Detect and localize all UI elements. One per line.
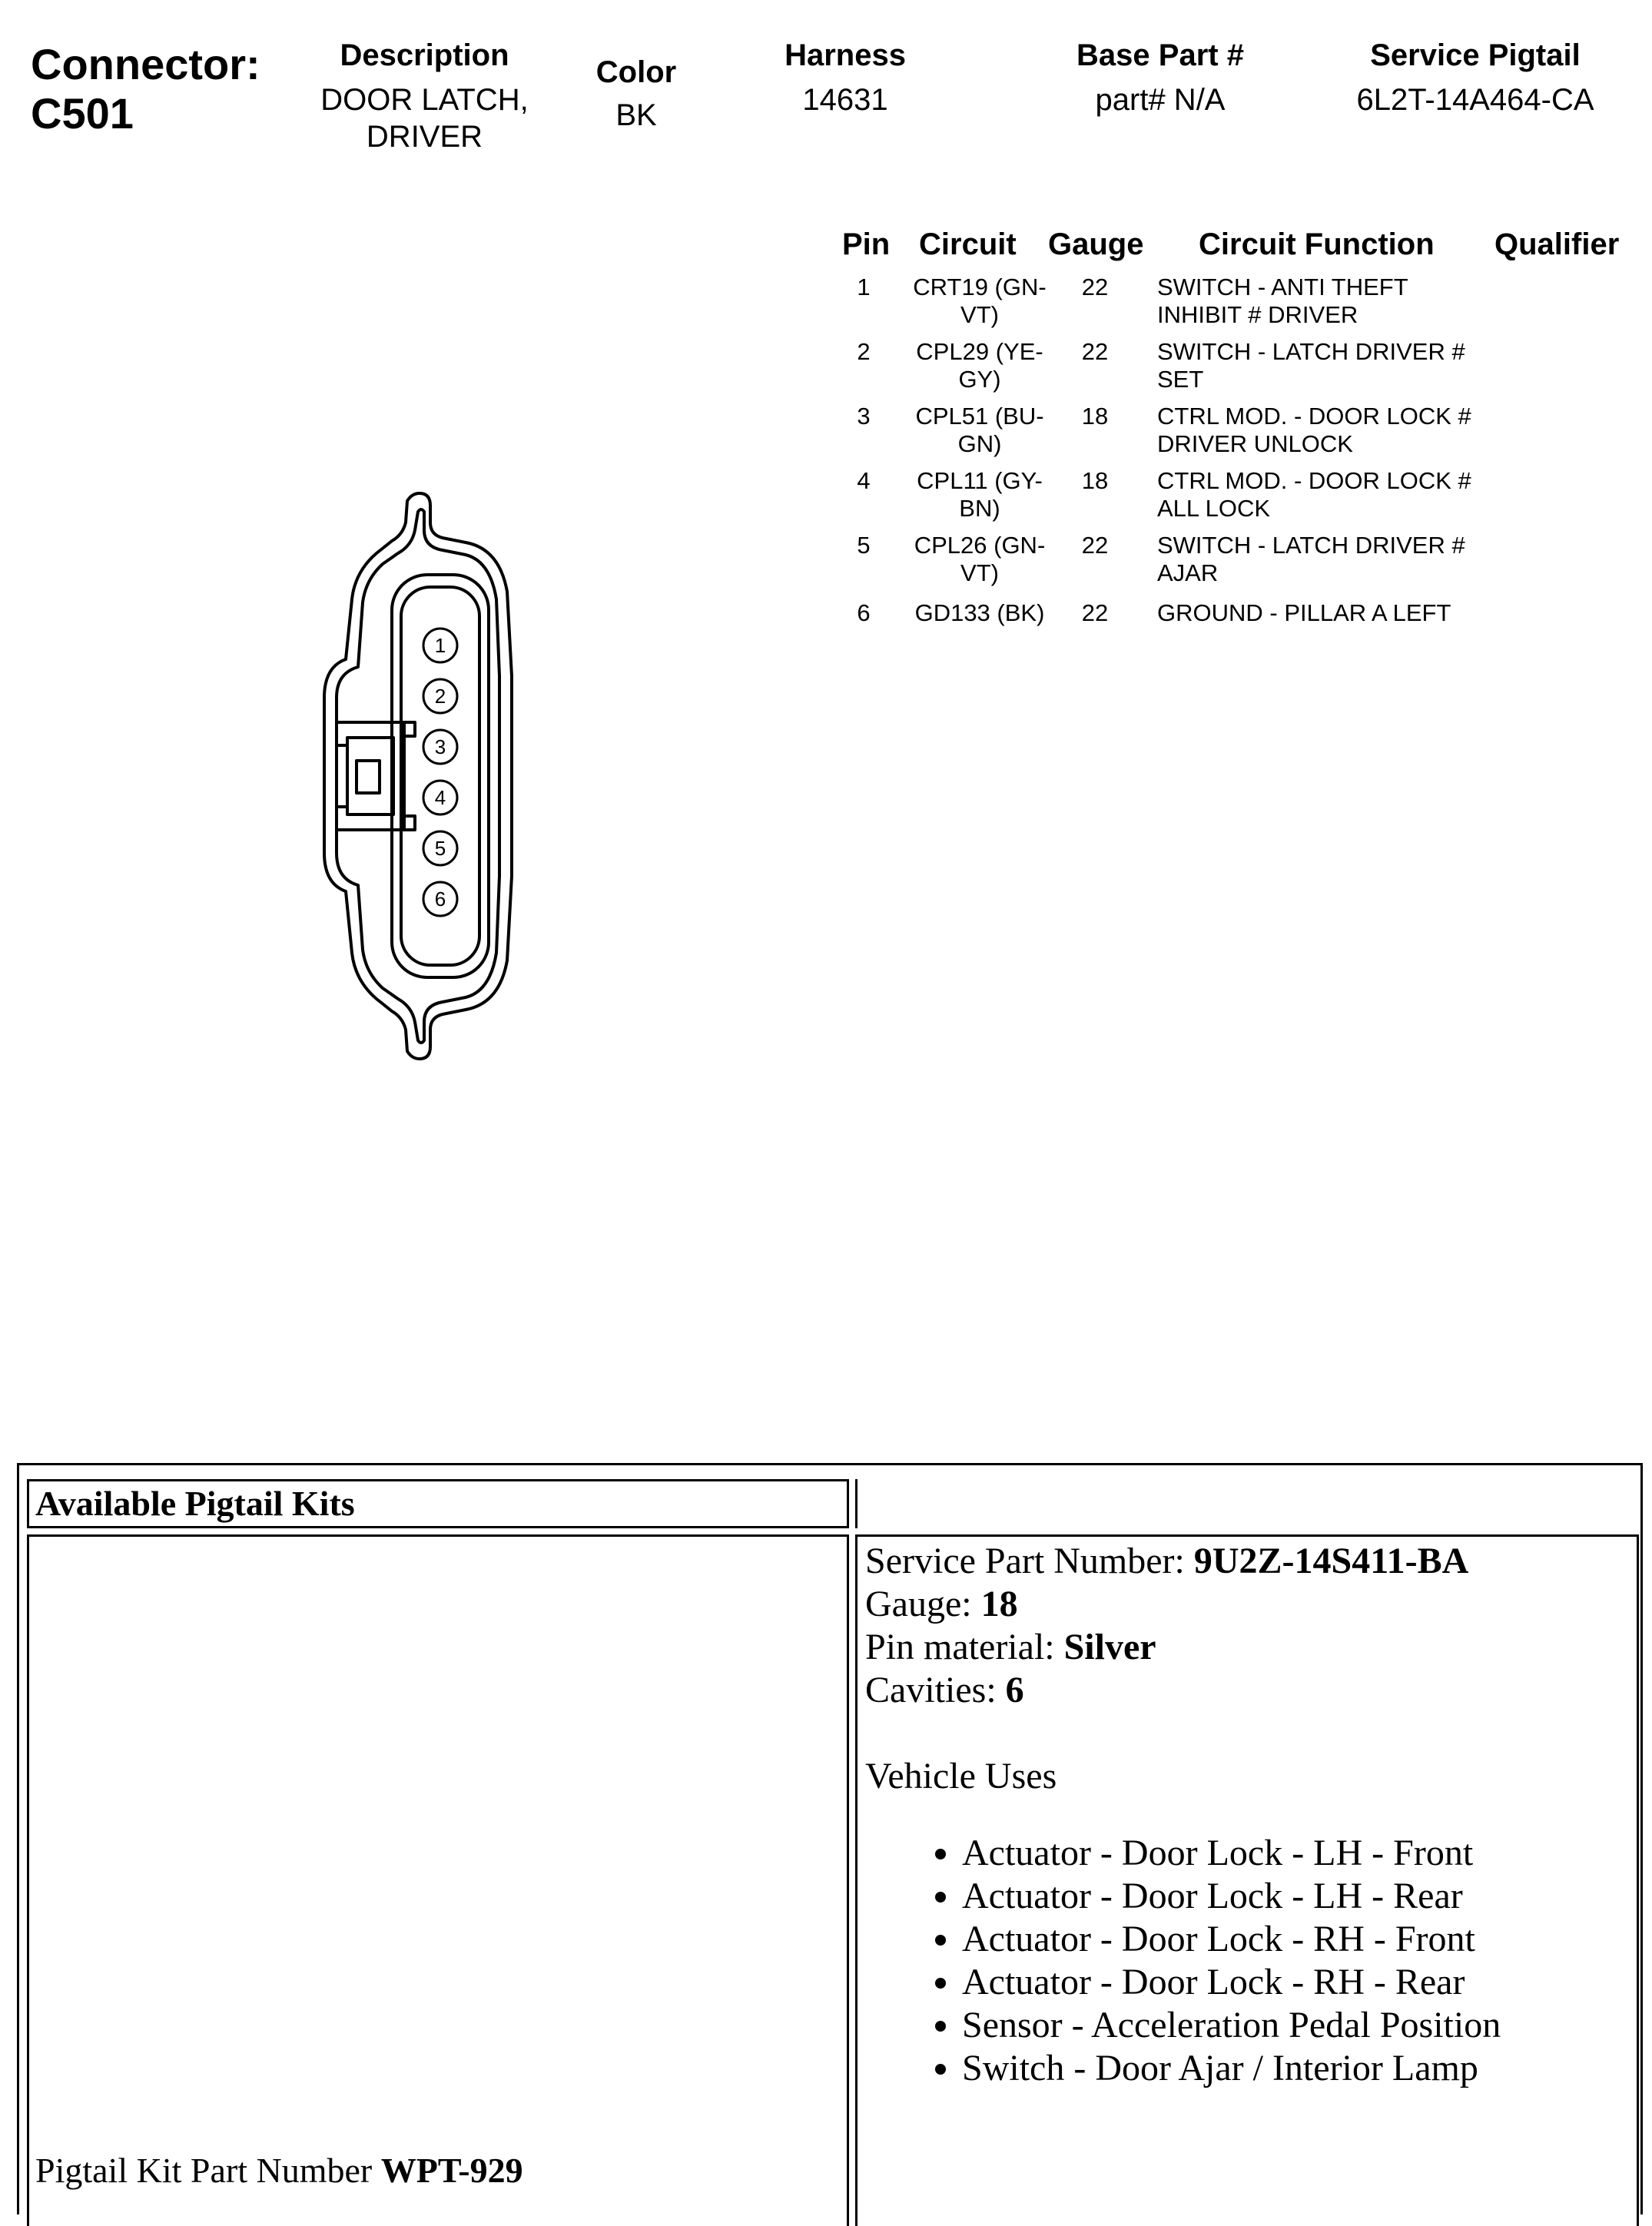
pin-gauge: 22 <box>1081 274 1109 300</box>
connector-pin-label: 3 <box>434 735 446 758</box>
pin-row <box>814 338 1614 400</box>
connector-housing-outer <box>324 493 512 1059</box>
pin-row <box>814 599 1614 661</box>
pin-function-line-1: CTRL MOD. - DOOR LOCK # <box>1157 467 1471 494</box>
pin-function-line-2: SET <box>1157 366 1204 393</box>
base-part-column <box>1045 37 1275 118</box>
pigtail-kit-image-cell <box>27 1534 849 2226</box>
kit-part-label: Pigtail Kit Part Number <box>35 2151 373 2190</box>
base-part-label: Base Part # <box>1076 38 1244 72</box>
vehicle-use-item: • Switch - Door Ajar / Interior Lamp <box>962 2047 1637 2090</box>
service-pigtail-column <box>1322 37 1629 118</box>
pin-circuit <box>891 532 1068 587</box>
pin-function-line-1: SWITCH - ANTI THEFT <box>1157 274 1408 300</box>
gauge-label: Gauge: <box>865 1584 972 1624</box>
pin-circuit-line-2: GY) <box>958 366 1001 393</box>
pin-material-line <box>865 1626 1637 1669</box>
pin-row <box>814 532 1614 593</box>
cavities-value: 6 <box>1005 1670 1024 1710</box>
gauge-header: Gauge <box>1048 227 1144 261</box>
pin-circuit-line-1: CPL29 (YE- <box>916 338 1043 365</box>
vehicle-use-item: • Sensor - Acceleration Pedal Position <box>962 2004 1637 2047</box>
kit-part-value: WPT-929 <box>380 2151 523 2190</box>
connector-pin-label: 5 <box>434 837 446 860</box>
pin-number: 6 <box>857 599 871 626</box>
pin-function-line-1: GROUND - PILLAR A LEFT <box>1157 599 1451 626</box>
connector-label: Connector: <box>31 40 260 88</box>
color-column <box>575 54 698 134</box>
circuit-function-header: Circuit Function <box>1199 227 1435 261</box>
harness-label: Harness <box>785 38 906 72</box>
vehicle-use-item: • Actuator - Door Lock - RH - Rear <box>962 1961 1637 2004</box>
pin-circuit <box>891 338 1068 393</box>
pigtail-header-empty-cell <box>855 1479 1639 1528</box>
pin-function-line-2: INHIBIT # DRIVER <box>1157 301 1358 328</box>
pin-gauge: 18 <box>1081 467 1109 494</box>
connector-pin-2 <box>423 679 457 713</box>
service-part-label: Service Part Number: <box>865 1541 1185 1581</box>
pin-circuit <box>891 403 1068 458</box>
vehicle-uses-list <box>865 1832 1637 2090</box>
pin-gauge: 22 <box>1081 338 1109 365</box>
pin-material-value: Silver <box>1063 1627 1156 1667</box>
pin-number: 3 <box>857 403 871 430</box>
pin-number: 1 <box>857 274 871 300</box>
pin-number: 2 <box>857 338 871 365</box>
pin-circuit-function <box>1157 274 1480 329</box>
connector-pin-5 <box>423 831 457 865</box>
pin-number: 4 <box>857 467 871 494</box>
pin-circuit-line-1: CPL26 (GN- <box>914 532 1046 559</box>
connector-id: C501 <box>31 89 134 138</box>
pin-gauge: 22 <box>1081 532 1109 559</box>
pin-circuit-line-2: VT) <box>960 559 999 586</box>
pin-circuit-line-2: GN) <box>957 430 1002 457</box>
pin-circuit <box>891 599 1068 627</box>
pin-row <box>814 467 1614 529</box>
color-value: BK <box>615 98 657 132</box>
pin-circuit-line-1: CPL11 (GY- <box>917 467 1043 494</box>
pin-function-line-2: DRIVER UNLOCK <box>1157 430 1353 457</box>
description-column <box>307 37 542 155</box>
vehicle-use-item: • Actuator - Door Lock - LH - Front <box>962 1832 1637 1875</box>
pin-circuit <box>891 467 1068 522</box>
pigtail-kit-part-number <box>35 2150 523 2191</box>
pin-circuit-line-1: CRT19 (GN- <box>913 274 1047 300</box>
pin-circuit-function <box>1157 532 1480 587</box>
pin-circuit-function <box>1157 403 1480 458</box>
pin-circuit-line-2: BN) <box>959 495 1000 522</box>
description-line-1: DOOR LATCH, <box>320 83 529 117</box>
pigtail-kits-section <box>17 1463 1643 2214</box>
pin-circuit-function <box>1157 467 1480 522</box>
connector-pin-label: 2 <box>434 685 446 708</box>
pin-function-line-1: SWITCH - LATCH DRIVER # <box>1157 338 1465 365</box>
service-part-value: 9U2Z-14S411-BA <box>1193 1541 1469 1581</box>
pin-circuit-function <box>1157 599 1480 627</box>
vehicle-uses-label: Vehicle Uses <box>865 1756 1057 1796</box>
connector-diagram <box>315 492 530 1060</box>
pin-circuit-line-2: VT) <box>960 301 999 328</box>
base-part-value: part# N/A <box>1095 83 1226 117</box>
circuit-header: Circuit <box>919 227 1017 261</box>
service-pigtail-label: Service Pigtail <box>1370 38 1581 72</box>
pin-function-line-2: ALL LOCK <box>1157 495 1271 522</box>
pigtail-kits-title: Available Pigtail Kits <box>27 1479 849 1528</box>
description-label: Description <box>340 38 509 72</box>
pin-circuit-line-1: CPL51 (BU- <box>915 403 1044 430</box>
pin-circuit <box>891 274 1068 329</box>
gauge-value: 18 <box>980 1584 1018 1624</box>
pin-circuit-line-1: GD133 (BK) <box>914 599 1045 626</box>
pin-material-label: Pin material: <box>865 1627 1055 1667</box>
cavities-label: Cavities: <box>865 1670 997 1710</box>
description-line-2: DRIVER <box>366 120 483 154</box>
pin-gauge: 22 <box>1081 599 1109 626</box>
latch-tab <box>357 761 380 793</box>
latch-inner <box>347 738 393 814</box>
service-pigtail-value: 6L2T-14A464-CA <box>1356 83 1594 117</box>
connector-pin-1 <box>423 629 457 662</box>
connector-pin-4 <box>423 781 457 814</box>
pin-function-line-1: SWITCH - LATCH DRIVER # <box>1157 532 1465 559</box>
pin-function-line-2: AJAR <box>1157 559 1219 586</box>
pin-header: Pin <box>842 227 891 261</box>
pin-row <box>814 274 1614 335</box>
pin-circuit-function <box>1157 338 1480 393</box>
vehicle-use-item: • Actuator - Door Lock - RH - Front <box>962 1918 1637 1961</box>
pin-gauge: 18 <box>1081 403 1109 430</box>
gauge-line <box>865 1583 1637 1626</box>
harness-column <box>761 37 930 118</box>
qualifier-header: Qualifier <box>1494 227 1620 261</box>
vehicle-use-item: • Actuator - Door Lock - LH - Rear <box>962 1875 1637 1918</box>
pin-function-line-1: CTRL MOD. - DOOR LOCK # <box>1157 403 1471 430</box>
connector-pin-3 <box>423 730 457 764</box>
harness-value: 14631 <box>802 83 888 117</box>
connector-pin-label: 1 <box>434 634 446 657</box>
connector-title <box>31 40 260 138</box>
service-part-line <box>865 1540 1637 1583</box>
connector-pin-6 <box>423 882 457 916</box>
cavities-line <box>865 1669 1637 1712</box>
pin-row <box>814 403 1614 464</box>
connector-pin-label: 4 <box>434 786 446 809</box>
pigtail-details-cell <box>855 1534 1639 2226</box>
color-label: Color <box>595 55 677 89</box>
pin-number: 5 <box>857 532 871 559</box>
connector-pin-label: 6 <box>434 887 446 911</box>
